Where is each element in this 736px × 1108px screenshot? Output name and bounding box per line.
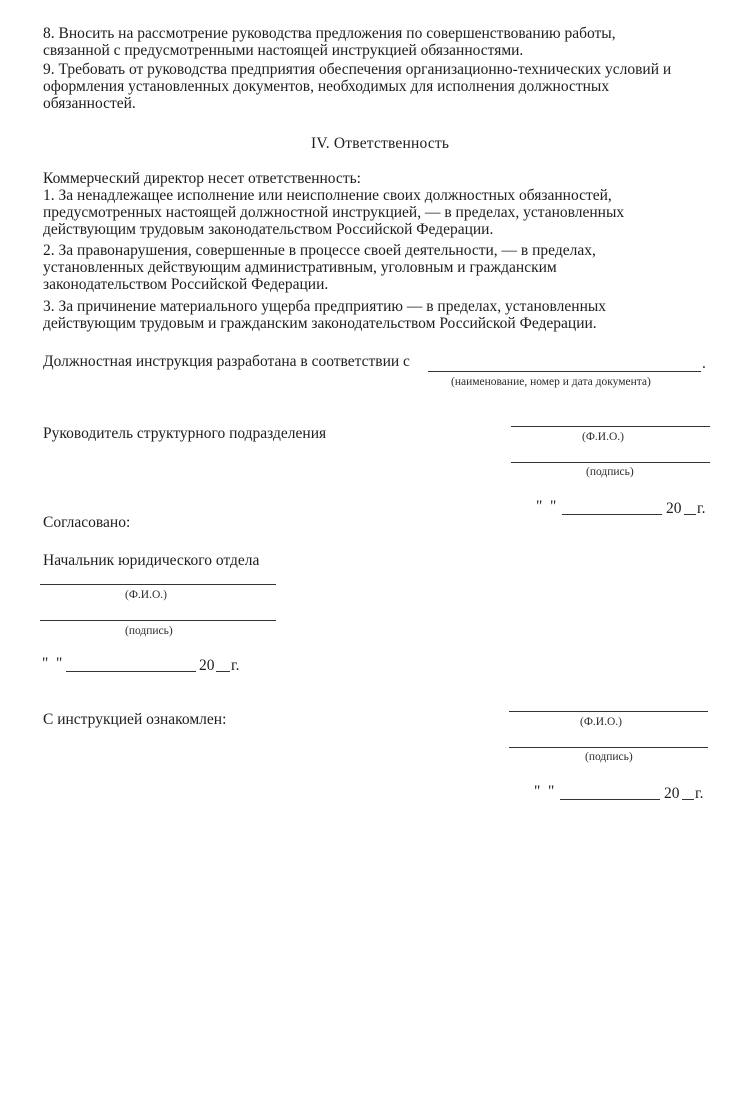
head-of-unit-signature-field[interactable] [511,462,710,463]
date-close-quote: " [550,498,557,515]
basis-terminator: . [702,355,706,372]
responsibility-item-1-line: предусмотренных настоящей должностной инструкцией, — в пределах, установленных [43,204,625,221]
duty-item-9-line: оформления установленных документов, необходимых для исполнения должностных [43,78,610,95]
legal-head-name-field[interactable] [40,584,276,585]
date-day-month-field[interactable] [560,799,660,800]
head-of-unit-label: Руководитель структурного подразделения [43,425,327,442]
date-year-suffix: г. [695,785,704,802]
duty-item-9 [43,61,713,112]
basis-document-field[interactable] [428,371,701,372]
acquainted-label: С инструкцией ознакомлен: [43,711,227,728]
responsibility-intro [43,170,713,187]
responsibility-item-3-line: действующим трудовым и гражданским законодательством Российской Федерации. [43,315,597,332]
date-open-quote: " [42,655,49,672]
responsibility-item-2-line: установленных действующим административным, уголовным и гражданским [43,259,557,276]
date-year-field[interactable] [684,514,696,515]
duty-item-9-line: обязанностей. [43,95,136,112]
date-close-quote: " [56,655,63,672]
responsibility-item-2 [43,242,713,293]
acquainted-name-caption: (Ф.И.О.) [580,716,622,728]
date-open-quote: " [534,783,541,800]
date-year-field[interactable] [216,671,230,672]
responsibility-item-3-line: 3. За причинение материального ущерба предприятию — в пределах, установленных [43,298,607,315]
responsibility-item-1-line: 1. За ненадлежащее исполнение или неисполнение своих должностных обязанностей, [43,187,612,204]
section-heading-responsibility: IV. Ответственность [311,135,450,152]
date-year-field[interactable] [682,799,694,800]
responsibility-intro-line: Коммерческий директор несет ответственность: [43,170,361,187]
responsibility-item-1-line: действующим трудовым законодательством Российской Федерации. [43,221,494,238]
date-day-month-field[interactable] [562,514,662,515]
legal-head-name-caption: (Ф.И.О.) [125,589,167,601]
responsibility-item-3 [43,298,713,332]
date-close-quote: " [548,783,555,800]
duty-item-9-line: 9. Требовать от руководства предприятия обеспечения организационно-технических условий и [43,61,672,78]
date-year-prefix: 20 [199,657,215,674]
responsibility-item-2-line: 2. За правонарушения, совершенные в процессе своей деятельности, — в пределах, [43,242,596,259]
legal-head-signature-field[interactable] [40,620,276,621]
legal-head-label: Начальник юридического отдела [43,552,260,569]
date-year-suffix: г. [231,657,240,674]
head-of-unit-signature-caption: (подпись) [586,466,634,478]
duty-item-8-line: 8. Вносить на рассмотрение руководства предложения по совершенствованию работы, [43,25,616,42]
duty-item-8 [43,25,713,59]
responsibility-item-1 [43,187,713,238]
date-day-month-field[interactable] [66,671,196,672]
date-year-prefix: 20 [664,785,680,802]
acquainted-signature-caption: (подпись) [585,751,633,763]
head-of-unit-name-caption: (Ф.И.О.) [582,431,624,443]
basis-label: Должностная инструкция разработана в соответствии с [43,353,410,370]
basis-caption: (наименование, номер и дата документа) [451,376,651,388]
date-year-suffix: г. [697,500,706,517]
acquainted-name-field[interactable] [509,711,708,712]
approved-label: Согласовано: [43,514,131,531]
date-year-prefix: 20 [666,500,682,517]
head-of-unit-name-field[interactable] [511,426,710,427]
legal-head-signature-caption: (подпись) [125,625,173,637]
date-open-quote: " [536,498,543,515]
acquainted-signature-field[interactable] [509,747,708,748]
responsibility-item-2-line: законодательством Российской Федерации. [43,276,329,293]
duty-item-8-line: связанной с предусмотренными настоящей инструкцией обязанностями. [43,42,524,59]
